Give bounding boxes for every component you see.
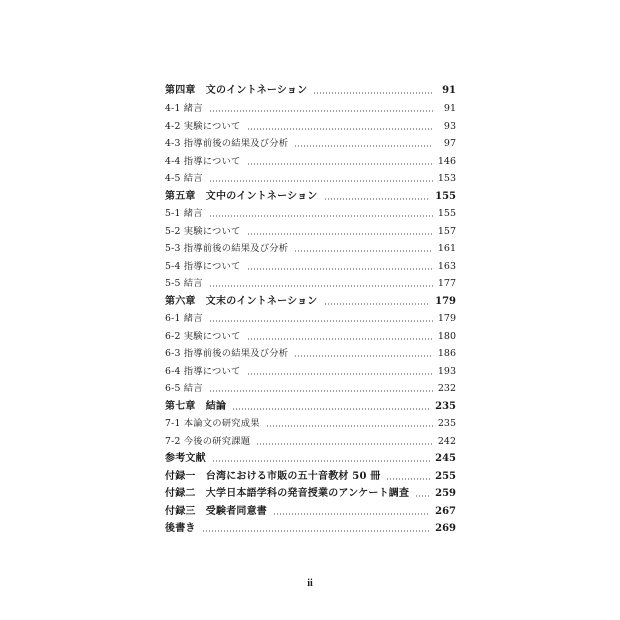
toc-entry-title: 参考文献 [165,453,206,464]
toc-entry-page: 97 [443,138,456,149]
toc-entry-title: 第七章 結論 [165,401,227,412]
toc-entry[interactable] [165,83,456,99]
toc-entry-title: 5-1 緒言 [165,208,203,219]
dot-leader [209,320,433,322]
toc-entry-title: 6-3 指導前後の結果及び分析 [165,348,289,359]
toc-entry-page: 235 [437,418,456,429]
dot-leader [202,530,431,532]
toc-entry-title: 付録一 台湾における市販の五十音教材 50 冊 [165,471,381,482]
toc-entry[interactable] [165,521,456,537]
toc-entry-title: 4-5 結言 [165,173,203,184]
dot-leader [209,390,433,392]
toc-entry[interactable] [165,311,456,327]
toc-entry-page: 269 [435,523,456,534]
dot-leader [324,198,431,200]
dot-leader [294,250,433,252]
dot-leader [247,233,433,235]
toc-entry[interactable] [165,171,456,187]
toc-entry-page: 245 [435,453,456,464]
toc-entry-title: 4-3 指導前後の結果及び分析 [165,138,289,149]
toc-entry-title: 4-1 緒言 [165,103,203,114]
toc-entry-title: 付録二 大学日本語学科の発音授業のアンケート調査 [165,488,410,499]
toc-entry[interactable] [165,381,456,397]
toc-entry-title: 5-4 指導について [165,261,241,272]
dot-leader [247,373,433,375]
toc-entry-title: 第四章 文のイントネーション [165,85,308,96]
page-number: ii [307,578,313,589]
dot-leader [232,408,430,410]
dot-leader [209,110,433,112]
toc-entry-page: 193 [437,366,456,377]
dot-leader [273,513,430,515]
toc-entry[interactable] [165,154,456,170]
toc-entry[interactable] [165,294,456,310]
toc-entry-title: 4-4 指導について [165,156,241,167]
toc-entry-title: 6-5 結言 [165,383,203,394]
toc-entry-title: 6-1 緒言 [165,313,203,324]
dot-leader [415,495,430,497]
toc-entry-page: 242 [437,436,456,447]
toc-entry-page: 91 [443,103,456,114]
toc-entry-page: 267 [435,506,456,517]
toc-entry-page: 177 [437,278,456,289]
toc-entry[interactable] [165,486,456,502]
dot-leader [247,268,433,270]
toc-entry[interactable] [165,364,456,380]
dot-leader [247,338,433,340]
toc-entry[interactable] [165,346,456,362]
toc-entry-title: 5-2 実験について [165,226,241,237]
toc-entry-page: 155 [435,191,456,202]
dot-leader [209,215,433,217]
toc-entry[interactable] [165,469,456,485]
dot-leader [256,443,433,445]
dot-leader [294,355,433,357]
toc-entry-page: 235 [435,401,456,412]
toc-entry[interactable] [165,434,456,450]
toc-entry[interactable] [165,136,456,152]
dot-leader [247,128,433,130]
toc-entry[interactable] [165,206,456,222]
toc-entry[interactable] [165,101,456,117]
toc-entry[interactable] [165,416,456,432]
toc-entry[interactable] [165,329,456,345]
toc-entry-title: 4-2 実験について [165,121,241,132]
toc-entry-page: 153 [437,173,456,184]
toc-entry-page: 146 [437,156,456,167]
toc-entry-page: 232 [437,383,456,394]
toc-entry-title: 6-4 指導について [165,366,241,377]
toc-entry[interactable] [165,276,456,292]
dot-leader [212,460,430,462]
toc-entry-title: 第五章 文中のイントネーション [165,191,318,202]
toc-entry[interactable] [165,189,456,205]
dot-leader [209,180,433,182]
toc-entry-title: 第六章 文末のイントネーション [165,296,318,307]
toc-entry-page: 161 [437,243,456,254]
dot-leader [294,145,433,147]
toc-entry-page: 157 [437,226,456,237]
dot-leader [386,478,430,480]
toc-entry-page: 155 [437,208,456,219]
toc-entry[interactable] [165,119,456,135]
toc-entry-title: 付録三 受験者同意書 [165,506,267,517]
dot-leader [266,425,433,427]
toc-entry-title: 7-2 今後の研究課題 [165,436,251,447]
toc-entry-title: 5-3 指導前後の結果及び分析 [165,243,289,254]
toc-entry-page: 255 [435,471,456,482]
dot-leader [247,163,433,165]
toc-entry-page: 163 [437,261,456,272]
toc-entry-page: 91 [442,85,456,96]
dot-leader [324,303,431,305]
toc-entry[interactable] [165,259,456,275]
toc-entry[interactable] [165,504,456,520]
dot-leader [313,92,433,94]
toc-entry-page: 259 [435,488,456,499]
toc-entry-title: 6-2 実験について [165,331,241,342]
toc-entry-page: 180 [437,331,456,342]
toc-entry-title: 7-1 本論文の研究成果 [165,418,260,429]
toc-entry[interactable] [165,451,456,467]
toc-entry-title: 5-5 結言 [165,278,203,289]
toc-entry-page: 179 [437,313,456,324]
toc-entry-page: 179 [435,296,456,307]
dot-leader [209,285,433,287]
toc-entry[interactable] [165,241,456,257]
toc-entry-page: 186 [437,348,456,359]
toc-entry[interactable] [165,399,456,415]
toc-entry-page: 93 [443,121,456,132]
toc-entry[interactable] [165,224,456,240]
toc-entry-title: 後書き [165,523,196,534]
